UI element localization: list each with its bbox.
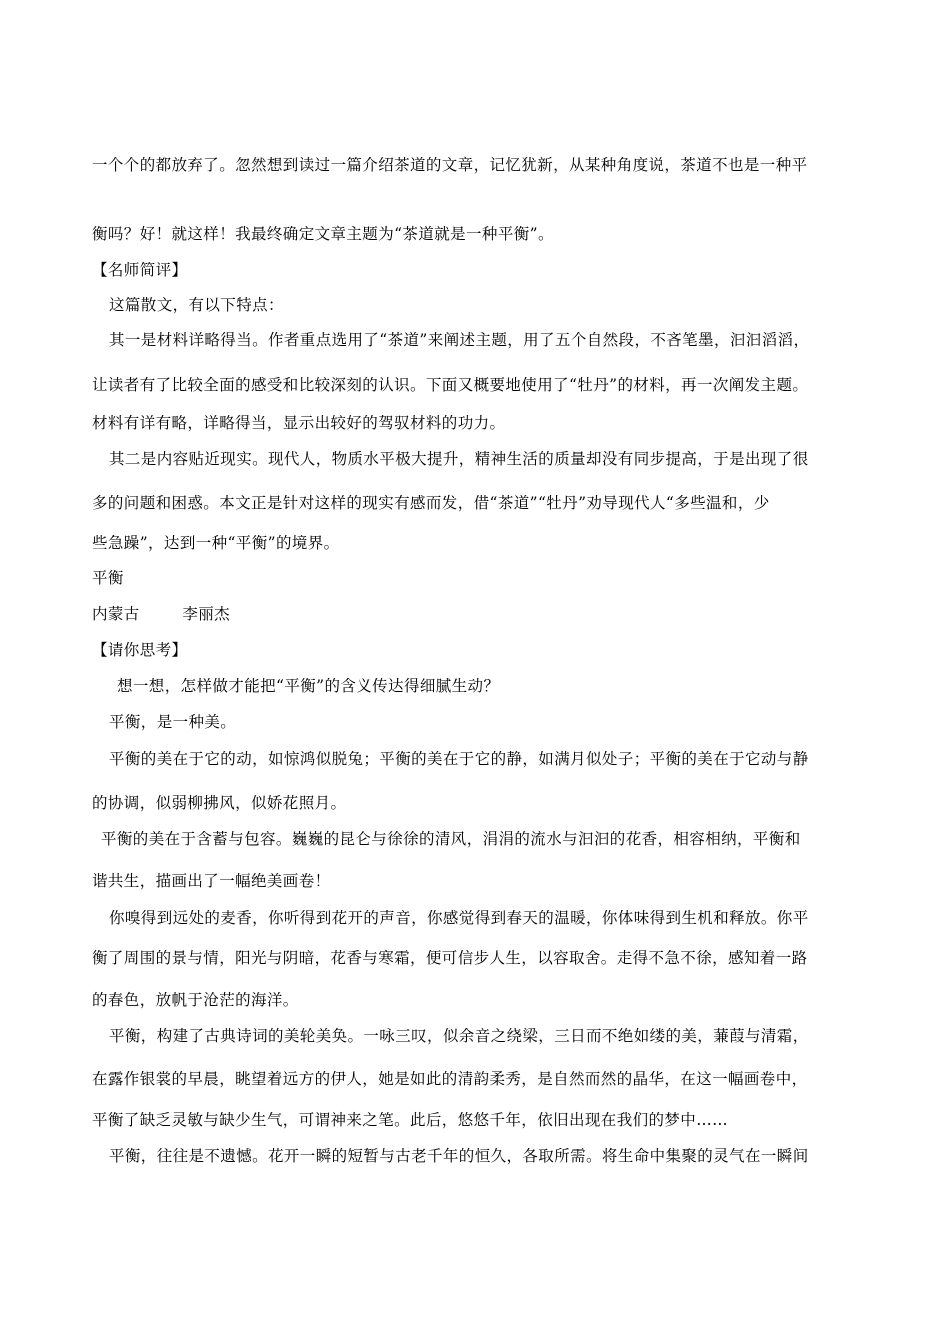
paragraph-line: 其一是材料详略得当。作者重点选用了“茶道”来阐述主题，用了五个自然段，不吝笔墨，汩汩滔滔，	[109, 331, 810, 349]
section-heading: 【请你思考】	[92, 641, 188, 659]
paragraph-line: 平衡了缺乏灵敏与缺少生气，可谓神来之笔。此后，悠悠千年，依旧出现在我们的梦中……	[92, 1111, 729, 1129]
paragraph-line: 你嗅得到远处的麦香，你听得到花开的声音，你感觉得到春天的温暖，你体味得到生机和释放。你平	[109, 909, 809, 927]
paragraph-line: 平衡的美在于它的动，如惊鸿似脱兔；平衡的美在于它的静，如满月似处子；平衡的美在于它动与静	[109, 750, 809, 768]
paragraph-line: 的协调，似弱柳拂风，似娇花照月。	[92, 794, 347, 812]
section-heading: 【名师简评】	[92, 261, 188, 279]
paragraph-line: 衡吗？好！就这样！我最终确定文章主题为“茶道就是一种平衡”。	[92, 225, 554, 243]
paragraph-line: 其二是内容贴近现实。现代人，物质水平极大提升，精神生活的质量却没有同步提高，于是出现了很	[109, 450, 809, 468]
paragraph-line: 的春色，放帆于沧茫的海洋。	[92, 991, 299, 1009]
paragraph-line: 谐共生，描画出了一幅绝美画卷！	[92, 872, 331, 890]
essay-title: 平衡	[92, 569, 124, 587]
paragraph-line: 让读者有了比较全面的感受和比较深刻的认识。下面又概要地使用了“牡丹”的材料，再一次阐发主题。	[92, 376, 809, 394]
paragraph-line: 衡了周围的景与情，阳光与阴暗，花香与寒霜，便可信步人生，以容取舍。走得不急不徐，感知着一路	[92, 949, 808, 967]
essay-author: 内蒙古 李丽杰	[92, 605, 231, 623]
paragraph-line: 想一想，怎样做才能把“平衡”的含义传达得细腻生动？	[117, 677, 500, 695]
paragraph-line: 多的问题和困惑。本文正是针对这样的现实有感而发，借“茶道”“牡丹”劝导现代人“多些温和，少	[92, 494, 770, 512]
paragraph-line: 这篇散文，有以下特点：	[109, 296, 284, 314]
paragraph-line: 在露作银裳的早晨，眺望着远方的伊人，她是如此的清韵柔秀，是自然而然的晶华，在这一幅画卷中，	[92, 1070, 808, 1088]
paragraph-line: 一个个的都放弃了。忽然想到读过一篇介绍茶道的文章，记忆犹新，从某种角度说，茶道不也是一种平	[92, 156, 808, 174]
paragraph-line: 平衡，是一种美。	[109, 713, 237, 731]
paragraph-line: 平衡，往往是不遗憾。花开一瞬的短暂与古老千年的恒久，各取所需。将生命中集聚的灵气在一瞬间	[109, 1147, 809, 1165]
paragraph-line: 平衡，构建了古典诗词的美轮美奂。一咏三叹，似余音之绕梁，三日而不绝如缕的美，蒹葭与清霜，	[109, 1027, 809, 1045]
paragraph-line: 些急躁”，达到一种“平衡”的境界。	[92, 534, 340, 552]
paragraph-line: 材料有详有略，详略得当，显示出较好的驾驭材料的功力。	[92, 414, 506, 432]
paragraph-line: 平衡的美在于含蓄与包容。巍巍的昆仑与徐徐的清风，涓涓的流水与汩汩的花香，相容相纳，平衡和	[101, 830, 801, 848]
